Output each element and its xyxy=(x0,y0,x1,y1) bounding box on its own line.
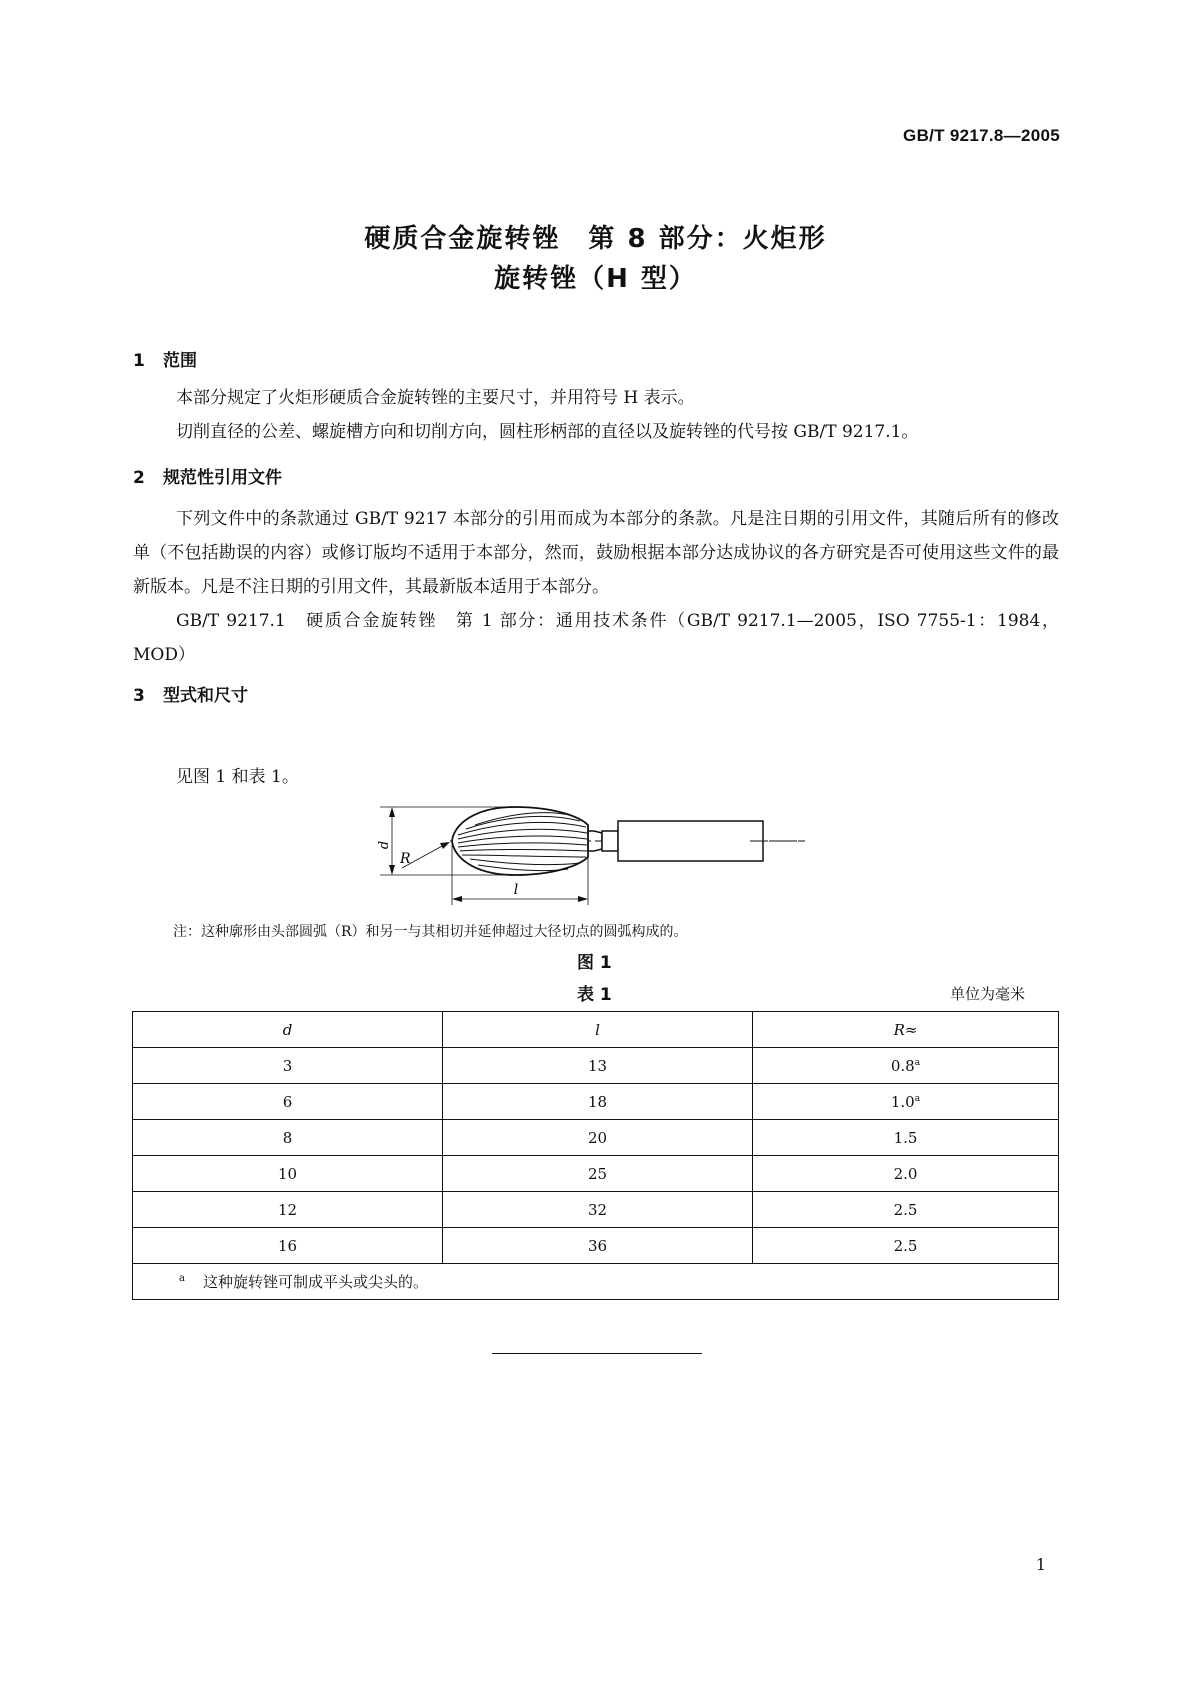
section-number: 3 xyxy=(133,686,145,706)
section-1-paragraph-2: 切削直径的公差、螺旋槽方向和切削方向，圆柱形柄部的直径以及旋转锉的代号按 GB/T 9217.1。 xyxy=(176,422,919,442)
cell-l: 20 xyxy=(443,1120,753,1156)
burr-shank xyxy=(618,821,763,861)
standard-id: GB/T 9217.8—2005 xyxy=(903,126,1060,145)
section-number: 2 xyxy=(133,468,145,488)
cell-d: 8 xyxy=(133,1120,443,1156)
section-title: 范围 xyxy=(163,351,197,371)
cell-r: 2.5 xyxy=(753,1192,1059,1228)
footnote-marker: a xyxy=(914,1093,921,1104)
dimension-table xyxy=(132,1011,1059,1300)
cell-l: 32 xyxy=(443,1192,753,1228)
footnote-marker: a xyxy=(179,1273,185,1284)
table-header-row xyxy=(133,1012,1059,1048)
column-header-d: d xyxy=(133,1012,443,1048)
section-title: 型式和尺寸 xyxy=(163,686,248,706)
burr-collar xyxy=(602,831,618,851)
cell-l: 25 xyxy=(443,1156,753,1192)
burr-drawing xyxy=(377,795,810,920)
cell-l: 36 xyxy=(443,1228,753,1264)
table-row xyxy=(133,1084,1059,1120)
cell-d: 12 xyxy=(133,1192,443,1228)
r-label: R xyxy=(400,851,411,867)
section-1-heading xyxy=(133,346,197,371)
table-row xyxy=(133,1048,1059,1084)
section-2-paragraph-2: GB/T 9217.1 硬质合金旋转锉 第 1 部分：通用技术条件（GB/T 9217.1—2005，ISO 7755-1：1984，MOD） xyxy=(133,611,1059,665)
r-value: 1.0 xyxy=(890,1092,915,1111)
cell-d: 6 xyxy=(133,1084,443,1120)
cell-l: 13 xyxy=(443,1048,753,1084)
cell-r xyxy=(753,1048,1059,1084)
l-label: l xyxy=(513,882,519,898)
section-number: 1 xyxy=(133,351,145,371)
cell-r: 2.0 xyxy=(753,1156,1059,1192)
table-row xyxy=(133,1192,1059,1228)
document-title-line-1: 硬质合金旋转锉 第 8 部分：火炬形 xyxy=(364,224,827,254)
section-2-heading xyxy=(133,463,282,488)
cell-d: 3 xyxy=(133,1048,443,1084)
table-footnote xyxy=(133,1264,1059,1300)
footnote-text: 这种旋转锉可制成平头或尖头的。 xyxy=(202,1273,428,1291)
figure-note: 注：这种廓形由头部圆弧（R）和另一与其相切并延伸超过大径切点的圆弧构成的。 xyxy=(173,924,688,940)
cell-r: 2.5 xyxy=(753,1228,1059,1264)
table-row xyxy=(133,1120,1059,1156)
table-footnote-row xyxy=(133,1264,1059,1300)
figure-caption: 图 1 xyxy=(577,953,612,973)
section-3-heading xyxy=(133,681,248,706)
table-caption: 表 1 xyxy=(577,985,612,1005)
section-2-paragraph-1: 下列文件中的条款通过 GB/T 9217 本部分的引用而成为本部分的条款。凡是注日期的引用文件，其随后所有的修改单（不包括勘误的内容）或修订版均不适用于本部分，然而，鼓励根据本部分达成协议的各方研究是否可使用这些文件的最新版本。凡是不注日期的引用文件，其最新版本适用于本部分。 xyxy=(133,509,1059,597)
section-3-paragraph-1: 见图 1 和表 1。 xyxy=(176,767,299,787)
footnote-marker: a xyxy=(914,1057,921,1068)
cell-d: 16 xyxy=(133,1228,443,1264)
r-value: 0.8 xyxy=(890,1056,915,1075)
cell-d: 10 xyxy=(133,1156,443,1192)
table-row xyxy=(133,1156,1059,1192)
end-rule xyxy=(492,1353,702,1354)
page-number: 1 xyxy=(1035,1555,1046,1574)
d-label: d xyxy=(377,840,392,850)
section-1-paragraph-1: 本部分规定了火炬形硬质合金旋转锉的主要尺寸，并用符号 H 表示。 xyxy=(176,388,695,408)
cell-r xyxy=(753,1084,1059,1120)
cell-r: 1.5 xyxy=(753,1120,1059,1156)
column-header-r: R≈ xyxy=(753,1012,1059,1048)
document-title-line-2: 旋转锉（H 型） xyxy=(494,264,697,294)
column-header-l: l xyxy=(443,1012,753,1048)
section-title: 规范性引用文件 xyxy=(163,468,282,488)
cell-l: 18 xyxy=(443,1084,753,1120)
table-row xyxy=(133,1228,1059,1264)
table-unit: 单位为毫米 xyxy=(950,985,1026,1003)
